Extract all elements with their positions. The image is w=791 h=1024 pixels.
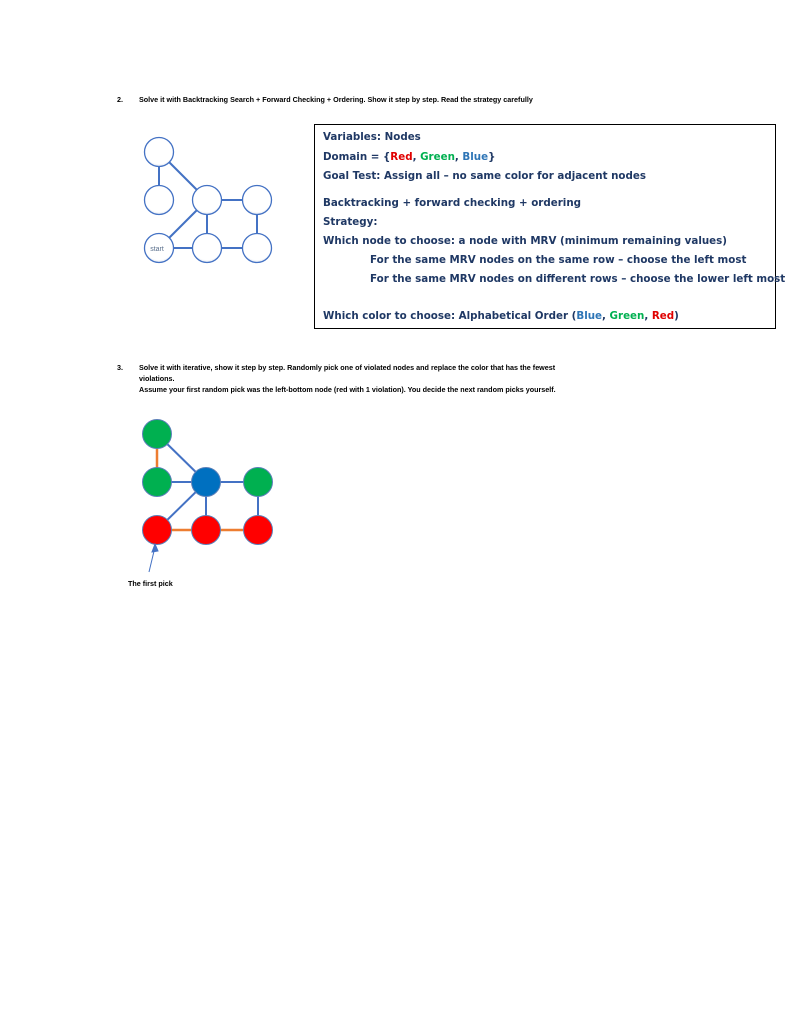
start-label: start bbox=[150, 246, 164, 253]
graph1-node bbox=[145, 186, 174, 215]
same-row-line: For the same MRV nodes on the same row – choose the left most bbox=[370, 254, 747, 266]
order-red: Red bbox=[651, 310, 675, 322]
domain-blue: Blue bbox=[462, 151, 489, 163]
graph2-node-green bbox=[244, 468, 273, 497]
order-blue: Blue bbox=[576, 310, 603, 322]
question-3-line-1: Solve it with iterative, show it step by step. Randomly pick one of violated nodes and replace the color that has the fewest bbox=[139, 363, 556, 372]
graph1-node bbox=[193, 234, 222, 263]
graph1-node bbox=[193, 186, 222, 215]
graph-uncolored bbox=[135, 128, 275, 268]
first-pick-label: The first pick bbox=[128, 579, 173, 588]
graph2-node-red bbox=[192, 516, 221, 545]
question-2-number: 2. bbox=[117, 95, 123, 104]
graph2-node-blue bbox=[192, 468, 221, 497]
question-3 bbox=[117, 362, 777, 402]
node-choice-line: Which node to choose: a node with MRV (minimum remaining values) bbox=[323, 235, 727, 247]
color-order-line: Which color to choose: Alphabetical Order (Blue, Green, Red) bbox=[323, 310, 679, 322]
graph1-node bbox=[243, 186, 272, 215]
question-2 bbox=[117, 94, 777, 106]
graph1-node bbox=[243, 234, 272, 263]
graph2-node-green bbox=[143, 468, 172, 497]
variables-line: Variables: Nodes bbox=[323, 131, 421, 143]
question-3-number: 3. bbox=[117, 363, 123, 372]
graph1-node bbox=[145, 138, 174, 167]
method-line: Backtracking + forward checking + ordering bbox=[323, 197, 582, 209]
strategy-label: Strategy: bbox=[323, 216, 378, 228]
domain-red: Red bbox=[390, 151, 413, 163]
question-3-line-3: Assume your first random pick was the left-bottom node (red with 1 violation). You decide the next random picks yourself. bbox=[139, 385, 556, 394]
graph2-node-red bbox=[244, 516, 273, 545]
order-green: Green bbox=[609, 310, 645, 322]
domain-green: Green bbox=[420, 151, 455, 163]
goal-test-line: Goal Test: Assign all – no same color for adjacent nodes bbox=[323, 170, 646, 182]
graph2-node-red bbox=[143, 516, 172, 545]
graph-colored bbox=[130, 410, 290, 570]
strategy-box bbox=[314, 124, 786, 329]
question-3-line-2: violations. bbox=[139, 374, 175, 383]
domain-line: Domain = {Red, Green, Blue} bbox=[323, 151, 496, 163]
different-rows-line: For the same MRV nodes on different rows – choose the lower left most bbox=[370, 273, 786, 285]
first-pick-arrowhead bbox=[152, 544, 158, 552]
question-2-text: Solve it with Backtracking Search + Forward Checking + Ordering. Show it step by step. Read the strategy carefully bbox=[139, 95, 533, 104]
graph2-node-green bbox=[143, 420, 172, 449]
